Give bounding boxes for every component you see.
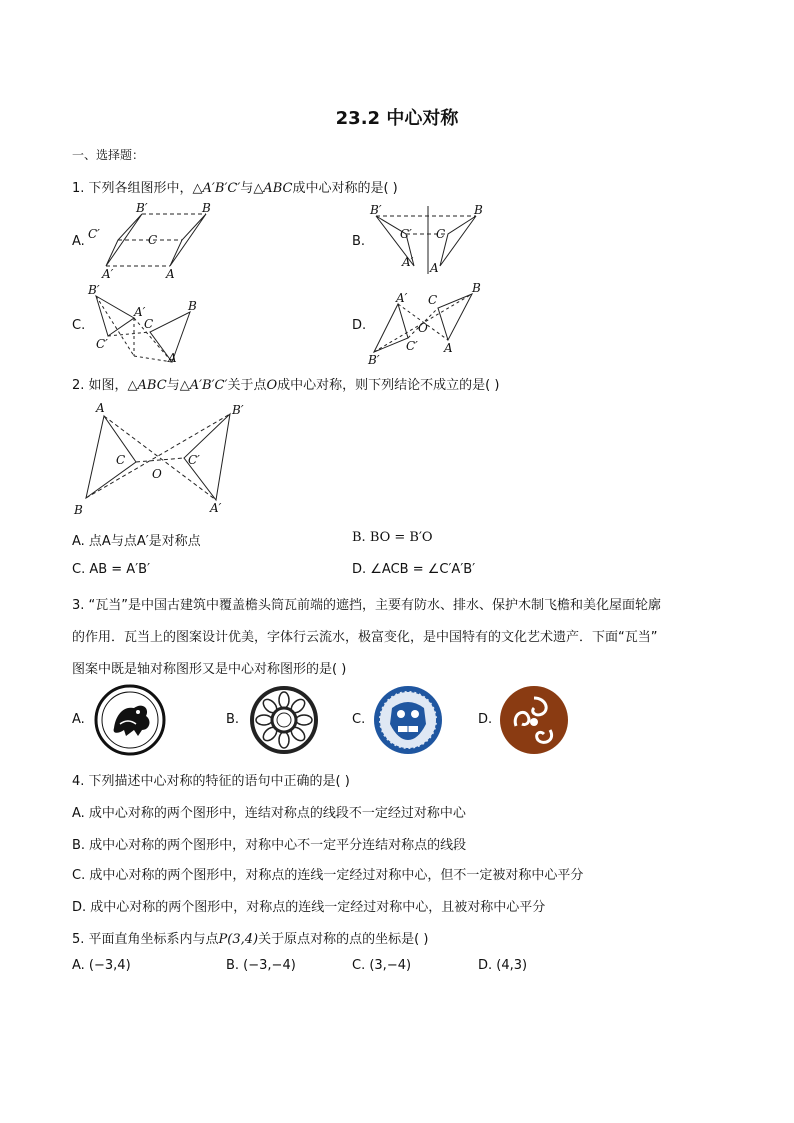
q5-option-d[interactable]: D. (4,3) xyxy=(478,958,528,973)
q2-triangle-2: △A′B′C′ xyxy=(179,378,228,393)
q1b-label-bp: B′ xyxy=(370,203,382,217)
q1a-label-cp: C′ xyxy=(88,227,100,241)
q2-label-ap: A′ xyxy=(210,501,222,515)
q3-option-a[interactable]: A. xyxy=(72,712,85,727)
q1c-label-ap: A′ xyxy=(134,305,146,319)
q3-option-b[interactable]: B. xyxy=(226,712,240,727)
q5-stem-suffix: 关于原点对称的点的坐标是( ) xyxy=(258,932,429,947)
question-4-stem: 4. 下列描述中心对称的特征的语句中正确的是( ) xyxy=(72,774,350,789)
q2-triangle-1: △ABC xyxy=(127,378,167,393)
q2-label-c: C xyxy=(116,453,126,467)
q2-option-d[interactable]: D. ∠ACB = ∠C′A′B′ xyxy=(352,562,476,577)
q2-stem-mid: 与 xyxy=(166,378,180,393)
q1a-label-c: C xyxy=(148,233,158,247)
q1-triangle-1: △A′B′C′ xyxy=(192,181,241,196)
q1b-label-c: C xyxy=(436,227,446,241)
q2-label-a: A xyxy=(96,401,105,415)
q3-option-c[interactable]: C. xyxy=(352,712,366,727)
q1b-label-cp: C′ xyxy=(400,227,412,241)
q3-stem-line-2: 的作用．瓦当上的图案设计优美，字体行云流水，极富变化，是中国特有的文化艺术遗产．下面“瓦当” xyxy=(72,630,658,645)
q5-option-b[interactable]: B. (−3,−4) xyxy=(226,958,296,973)
page-title: 23.2 中心对称 xyxy=(335,108,459,129)
q2-option-c[interactable]: C. AB = A′B′ xyxy=(72,562,151,577)
q1c-label-c: C xyxy=(144,317,154,331)
q2-option-b[interactable]: B. BO = B′O xyxy=(352,530,433,545)
q2-stem-mid2: 关于点 xyxy=(227,378,267,393)
q1d-label-a: A xyxy=(444,341,453,355)
q1-option-c[interactable]: C. xyxy=(72,318,86,333)
q2-center-o: O xyxy=(266,378,278,393)
q1d-label-c: C xyxy=(428,293,438,307)
q2-label-o: O xyxy=(152,467,162,481)
q1-figure-b xyxy=(364,200,494,280)
q1b-label-a: A xyxy=(430,261,439,275)
q1a-label-b: B xyxy=(202,201,211,215)
section-heading: 一、选择题： xyxy=(72,148,145,162)
q1d-label-ap: A′ xyxy=(396,291,408,305)
question-1-stem xyxy=(72,177,398,196)
q2-label-bp: B′ xyxy=(232,403,244,417)
q1d-label-bp: B′ xyxy=(368,353,380,366)
q2-stem-prefix: 2. 如图， xyxy=(72,378,128,393)
q1a-label-bp: B′ xyxy=(136,201,148,215)
q3-tile-b-image xyxy=(248,684,320,756)
q4-option-d[interactable]: D. 成中心对称的两个图形中，对称点的连线一定经过对称中心，且被对称中心平分 xyxy=(72,900,546,915)
q4-option-a[interactable]: A. 成中心对称的两个图形中，连结对称点的线段不一定经过对称中心 xyxy=(72,806,466,821)
q2-figure xyxy=(70,398,260,520)
q2-label-cp: C′ xyxy=(188,453,200,467)
q3-tile-a-image xyxy=(94,684,166,756)
q1d-label-o: O xyxy=(418,321,428,335)
q2-stem-suffix: 成中心对称，则下列结论不成立的是( ) xyxy=(277,378,500,393)
q3-stem-line-3: 图案中既是轴对称图形又是中心对称图形的是( ) xyxy=(72,662,347,677)
q2-label-b: B xyxy=(74,503,83,517)
q1-figure-c xyxy=(84,282,214,366)
q5-option-a[interactable]: A. (−3,4) xyxy=(72,958,131,973)
q3-stem-line-1: 3. “瓦当”是中国古建筑中覆盖檐头筒瓦前端的遮挡，主要有防水、排水、保护木制飞檐和美化屋面轮廓 xyxy=(72,598,662,613)
q1-stem-mid: 与 xyxy=(240,181,254,196)
q1d-label-b: B xyxy=(472,282,481,295)
q1-figure-d xyxy=(364,282,494,366)
q1-option-b[interactable]: B. xyxy=(352,234,366,249)
q3-option-d[interactable]: D. xyxy=(478,712,493,727)
q1-option-a[interactable]: A. xyxy=(72,234,85,249)
q1a-label-ap: A′ xyxy=(102,267,114,280)
q1a-label-a: A xyxy=(166,267,175,280)
q3-tile-c-image xyxy=(372,684,444,756)
q1-stem-prefix: 1. 下列各组图形中， xyxy=(72,181,193,196)
q1c-label-cp: C′ xyxy=(96,337,108,351)
question-5-stem xyxy=(72,928,428,947)
q3-tile-d-image xyxy=(498,684,570,756)
q2-option-a[interactable]: A. 点A与点A′是对称点 xyxy=(72,534,201,549)
q1d-label-cp: C′ xyxy=(406,339,418,353)
q1c-label-b: B xyxy=(188,299,197,313)
q4-option-c[interactable]: C. 成中心对称的两个图形中，对称点的连线一定经过对称中心，但不一定被对称中心平分 xyxy=(72,868,584,883)
q5-stem-prefix: 5. 平面直角坐标系内与点 xyxy=(72,932,219,947)
q1b-label-b: B xyxy=(474,203,483,217)
q1b-label-ap: A′ xyxy=(402,255,414,269)
q1-option-d[interactable]: D. xyxy=(352,318,367,333)
q1c-label-bp: B′ xyxy=(88,283,100,297)
q1-stem-suffix: 成中心对称的是( ) xyxy=(292,181,398,196)
q1-triangle-2: △ABC xyxy=(253,181,293,196)
question-2-stem xyxy=(72,374,499,393)
q1-figure-a xyxy=(84,200,234,280)
q1c-label-a: A xyxy=(168,351,177,365)
q4-option-b[interactable]: B. 成中心对称的两个图形中，对称中心不一定平分连结对称点的线段 xyxy=(72,838,467,853)
q5-point-p: P(3,4) xyxy=(218,932,259,947)
q5-option-c[interactable]: C. (3,−4) xyxy=(352,958,412,973)
